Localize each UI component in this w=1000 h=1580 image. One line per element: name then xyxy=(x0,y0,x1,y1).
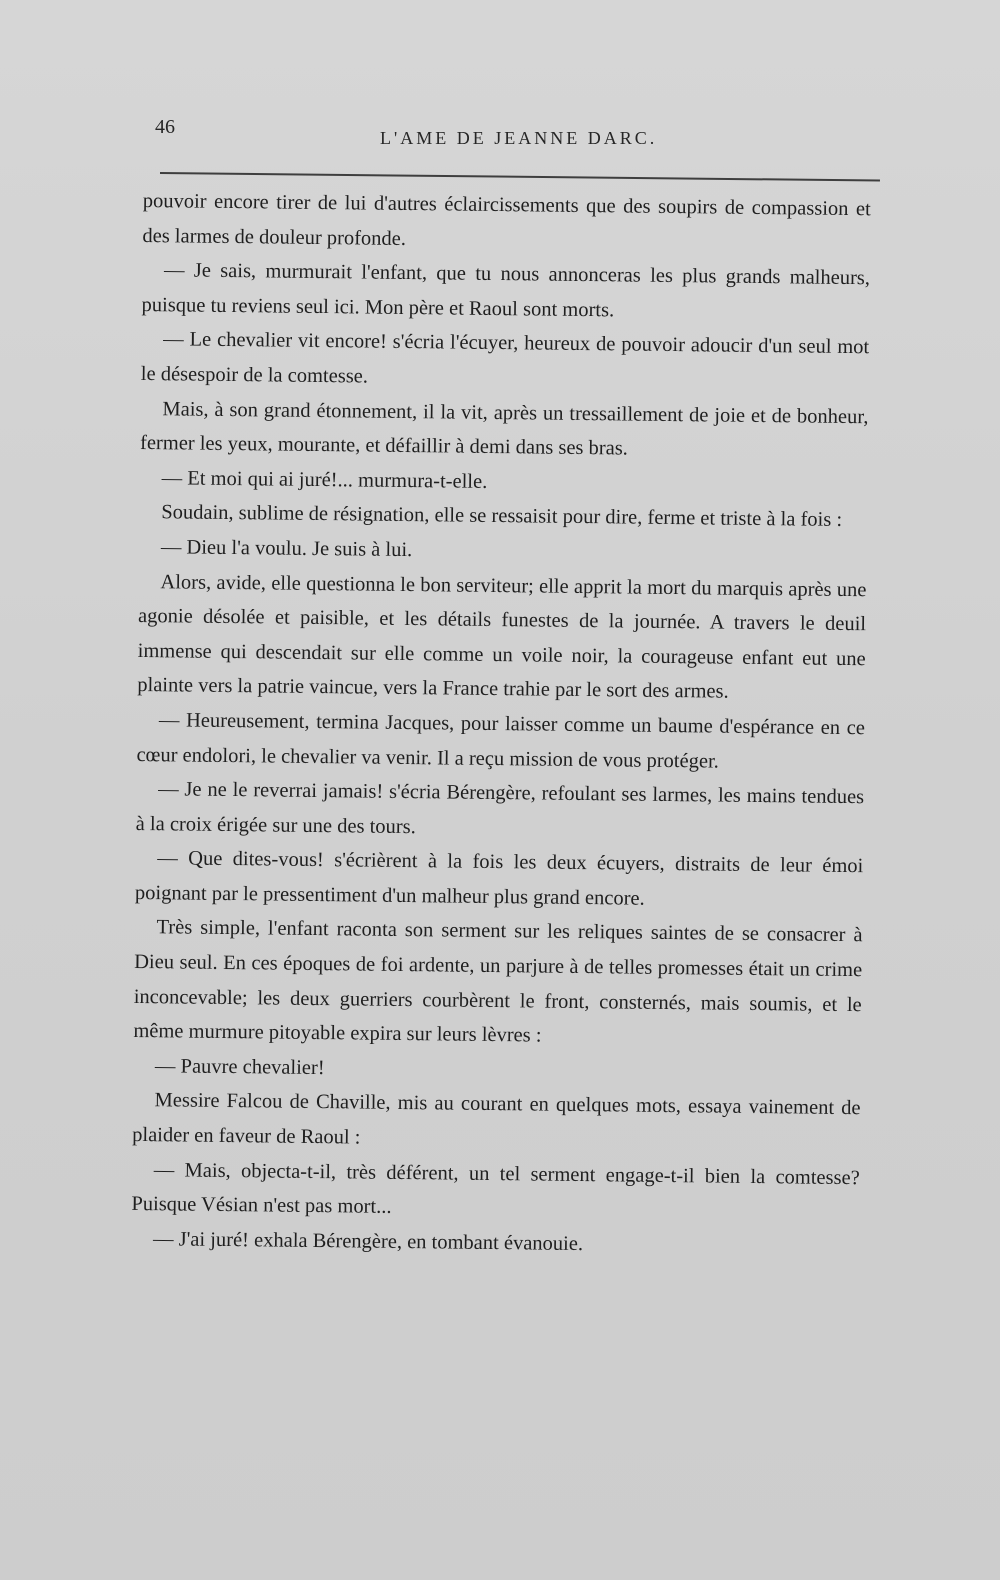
paragraph: Soudain, sublime de résignation, elle se ressaisit pour dire, ferme et triste à la fois : xyxy=(161,501,843,532)
paragraph: — Heureusement, termina Jacques, pour laisser comme un baume d'espérance en ce cœur endolori, le chevalier va venir. Il a reçu mission de vous protéger. xyxy=(136,709,865,773)
paragraph: — Le chevalier vit encore! s'écria l'écuyer, heureux de pouvoir adoucir d'un seul mot le désespoir de la comtesse. xyxy=(140,328,870,388)
page-number: 46 xyxy=(155,116,175,138)
paragraph: — Que dites-vous! s'écrièrent à la fois les deux écuyers, distraits de leur émoi poignant par le pressentiment d'un malheur plus grand encore. xyxy=(134,847,864,910)
paragraph: Très simple, l'enfant raconta son serment sur les reliques saintes de se consacrer à Dieu seul. En ces époques de foi ardente, un parjure à de telles promesses était un crime inconcevable; les deux guerriers courbèrent le front, consternés, mais soumis, et le même murmure pitoyable expira sur leurs lèvres : xyxy=(133,916,863,1047)
page-header xyxy=(155,112,880,162)
paragraph: — Mais, objecta-t-il, très déférent, un tel serment engage-t-il bien la comtesse? Puisque Vésian n'est pas mort... xyxy=(131,1158,860,1219)
paragraph: — Et moi qui ai juré!... murmura-t-elle. xyxy=(161,466,488,493)
running-title: L'AME DE JEANNE DARC. xyxy=(380,128,658,148)
paragraph: — Pauvre chevalier! xyxy=(154,1055,325,1079)
paragraph: — J'ai juré! exhala Bérengère, en tombant évanouie. xyxy=(152,1227,584,1255)
paragraph: pouvoir encore tirer de lui d'autres éclaircissements que des soupirs de compassion et des larmes de douleur profonde. xyxy=(142,189,871,250)
paragraph: — Dieu l'a voulu. Je suis à lui. xyxy=(160,536,413,562)
paragraph: Mais, à son grand étonnement, il la vit, après un tressaillement de joie et de bonheur, fermer les yeux, mourante, et défaillir à demi dans ses bras. xyxy=(139,397,869,460)
header-rule xyxy=(160,172,880,182)
paragraph: Messire Falcou de Chaville, mis au courant en quelques mots, essaya vainement de plaider en faveur de Raoul : xyxy=(132,1089,861,1149)
paragraph: — Je sais, murmurait l'enfant, que tu nous annonceras les plus grands malheurs, puisque tu reviens seul ici. Mon père et Raoul sont morts. xyxy=(141,259,871,322)
body-text xyxy=(131,184,871,1265)
paragraph: Alors, avide, elle questionna le bon serviteur; elle apprit la mort du marquis après une agonie désolée et paisible, et les détails funestes de la journée. A travers le deuil immense qui descendait sur elle comme un voile noir, la courageuse enfant eut une plainte vers la patrie vaincue, vers la France trahie par le sort des armes. xyxy=(137,570,867,703)
paragraph: — Je ne le reverrai jamais! s'écria Bérengère, refoulant ses larmes, les mains tendues à la croix érigée sur une des tours. xyxy=(135,778,865,838)
